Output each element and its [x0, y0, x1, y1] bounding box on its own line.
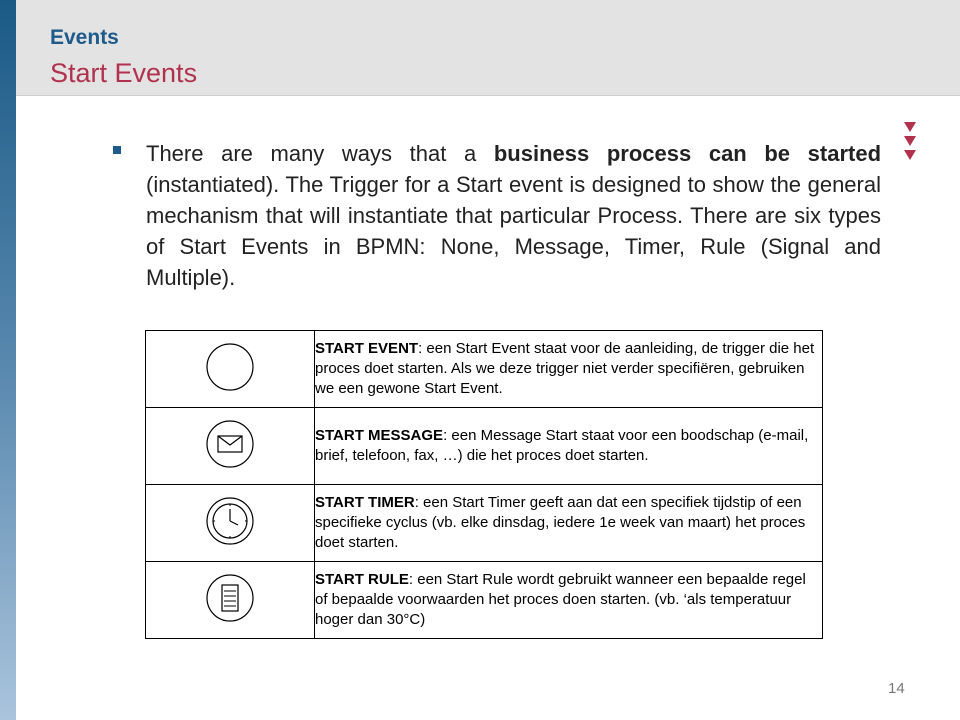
clock-icon — [205, 496, 255, 551]
table-row — [146, 562, 823, 639]
description-cell: START TIMER: een Start Timer geeft aan dat een specifiek tijdstip of een specifieke cyclus (vb. elke dinsdag, iedere 1e week van maart) het proces doet starten. — [315, 485, 823, 562]
description-cell: START EVENT: een Start Event staat voor de aanleiding, de trigger die het proces doet starten. Als we deze trigger niet verder specifiëren, gebruiken we een gewone Start Event. — [315, 331, 823, 408]
start-events-table — [145, 330, 823, 639]
icon-cell — [146, 485, 315, 562]
bullet-point — [113, 138, 881, 293]
left-accent-bar — [0, 0, 16, 720]
table-row — [146, 408, 823, 485]
square-bullet-icon — [113, 146, 121, 154]
triangle-decoration-icon — [904, 122, 920, 164]
icon-cell — [146, 562, 315, 639]
page-number: 14 — [888, 680, 905, 697]
document-lines-icon — [205, 573, 255, 628]
slide-title: Start Events — [50, 58, 198, 88]
circle-icon — [205, 342, 255, 397]
envelope-icon — [205, 419, 255, 474]
icon-cell — [146, 331, 315, 408]
bullet-text: There are many ways that a business process can be started (instantiated). The Trigger for a Start event is designed to show the general mechanism that will instantiate that particular Process. There are six types of Start Events in BPMN: None, Message, Timer, Rule (Signal and Multiple). — [146, 141, 882, 290]
table-row — [146, 331, 823, 408]
description-cell: START RULE: een Start Rule wordt gebruikt wanneer een bepaalde regel of bepaalde voorwaarden het proces doen starten. (vb. ‘als temperatuur hoger dan 30°C) — [315, 562, 823, 639]
table-row — [146, 485, 823, 562]
section-title: Events — [50, 26, 119, 49]
description-cell: START MESSAGE: een Message Start staat voor een boodschap (e-mail, brief, telefoon, fax, …) die het proces doet starten. — [315, 408, 823, 485]
icon-cell — [146, 408, 315, 485]
